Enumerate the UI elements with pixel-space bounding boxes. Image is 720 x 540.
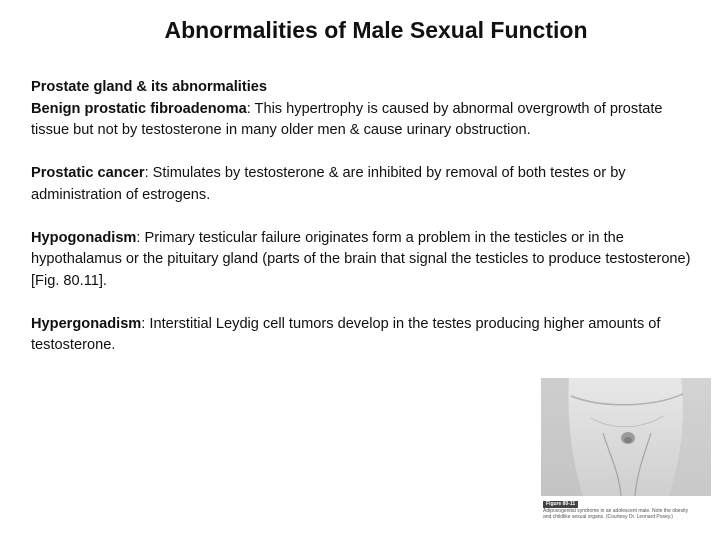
paragraph-hypergonadism <box>31 314 691 357</box>
section-heading <box>31 77 691 99</box>
paragraph-prostatic-cancer <box>31 163 691 206</box>
page-title: Abnormalities of Male Sexual Function <box>164 17 588 43</box>
text-hypogonadism: : Primary testicular failure originates form a problem in the testicles or in the hypothalamus or the pituitary gland (parts of the brain that signal the testicles to produce testosterone) [Fig. 80.11]. <box>31 229 691 289</box>
term-bph: Benign prostatic fibroadenoma <box>31 100 247 117</box>
slide-body <box>31 77 691 357</box>
caption-line-1: Adiposogenital syndrome in an adolescent male. Note the obesity <box>543 508 689 514</box>
term-hypergonadism: Hypergonadism <box>31 315 142 332</box>
figure-80-11 <box>541 378 711 528</box>
text-bph: : This hypertrophy is caused by abnormal overgrowth of prostate tissue but not by testosterone in many older men & cause urinary obstruction. <box>31 100 663 138</box>
figure-photo <box>541 378 711 496</box>
paragraph-bph <box>31 99 691 142</box>
term-prostatic-cancer: Prostatic cancer <box>31 165 145 181</box>
paragraph-hypogonadism <box>31 228 691 293</box>
photo-illustration <box>541 378 711 496</box>
figure-label: Figure 80-11 <box>543 501 578 508</box>
heading-prostate: Prostate gland & its abnormalities <box>31 79 267 95</box>
text-hypergonadism: : Interstitial Leydig cell tumors develop in the testes producing higher amounts of testosterone. <box>31 315 661 353</box>
text-prostatic-cancer: : Stimulates by testosterone & are inhibited by removal of both testes or by administration of estrogens. <box>31 165 626 203</box>
figure-caption <box>543 501 709 528</box>
term-hypogonadism: Hypogonadism <box>31 229 137 246</box>
caption-line-2: and childlike sexual organs. (Courtesy Dr. Leonard Posey.) <box>543 514 673 520</box>
